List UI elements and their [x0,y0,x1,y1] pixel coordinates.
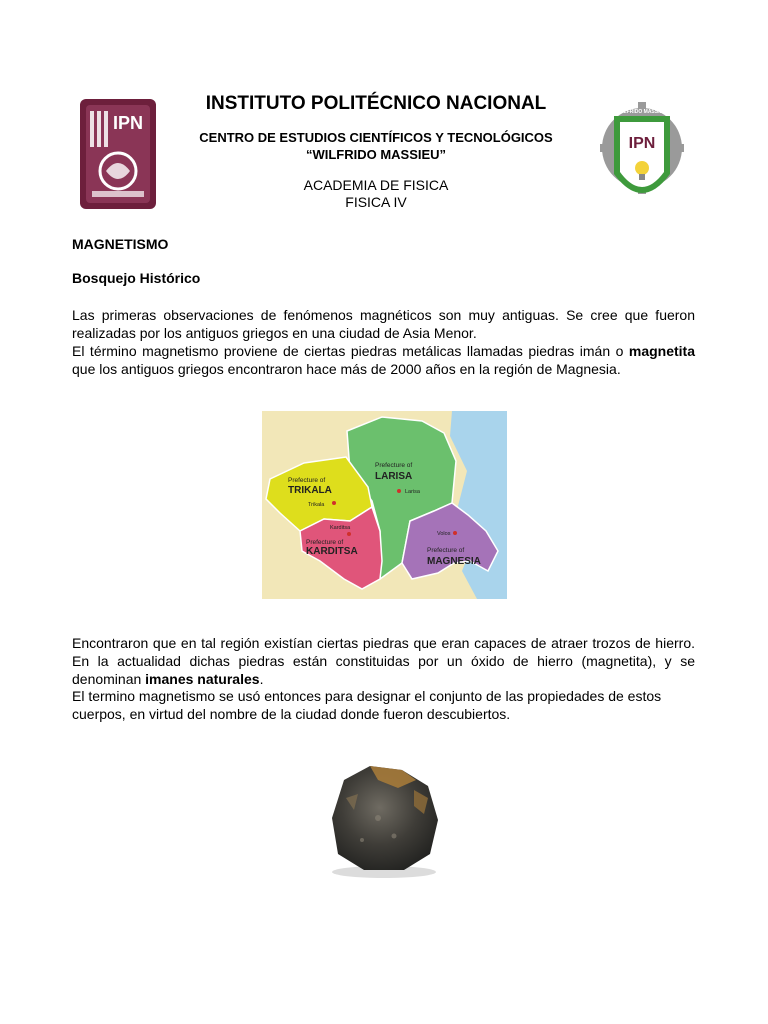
cecyt-logo [600,96,684,214]
ipn-logo-text: IPN [112,113,144,133]
center-name: CENTRO DE ESTUDIOS CIENTÍFICOS Y TECNOLÓGICOS [199,130,553,145]
paragraph-3-bold: imanes naturales [145,671,260,687]
paragraph-2-bold: magnetita [628,343,695,359]
section-heading: Bosquejo Histórico [72,270,201,286]
paragraph-4: El termino magnetismo se usó entonces para designar el conjunto de las propiedades de estos cuerpos, en virtud del nombre de la ciudad donde fueron descubiertos. [72,688,662,722]
map-city-dot-karditsa [347,532,351,536]
paragraph-3-text-b: . [259,671,264,687]
paragraph-2-text-a: El término magnetismo proviene de ciertas piedras metálicas llamadas piedras imán o [72,343,629,359]
map-label-larisa-prefix: Prefecture of [375,462,413,469]
map-label-magnesia: MAGNESIA [427,556,481,567]
center-subname: “WILFRIDO MASSIEU” [305,147,447,162]
map-city-dot-larisa [397,489,401,493]
map-city-larisa: Larisa [405,489,420,495]
paragraph-2 [72,342,695,378]
academy-name: ACADEMIA DE FISICA [303,177,449,193]
document-header [160,92,592,211]
thessaly-map [262,411,507,599]
map-city-dot-trikala [332,501,336,505]
map-label-trikala: TRIKALA [288,485,332,496]
paragraph-1: Las primeras observaciones de fenómenos magnéticos son muy antiguas. Se cree que fueron realizadas por los antiguos griegos en una ciudad de Asia Menor. [72,307,695,341]
paragraph-3-text-a: Encontraron que en tal región existían ciertas piedras que eran capaces de atraer trozos de hierro. En la actualidad dichas piedras están constituidas por un óxido de hierro (magnetita), y se denominan [72,635,695,687]
magnetite-rock-image [318,758,448,880]
ipn-logo [78,95,158,213]
topic-heading: MAGNETISMO [72,236,169,252]
map-label-magnesia-prefix: Prefecture of [427,547,465,554]
map-label-trikala-prefix: Prefecture of [288,477,326,484]
cecyt-logo-text: IPN [628,135,656,152]
map-label-larisa: LARISA [375,471,413,482]
map-city-trikala: Trikala [308,502,325,508]
map-label-karditsa: KARDITSA [306,546,358,557]
cecyt-ring-text: WILFRIDO MASSIEU [617,109,667,115]
paragraph-2-text-b: que los antiguos griegos encontraron hace más de 2000 años en la región de Magnesia. [72,361,621,377]
map-city-volos: Volos [437,531,451,537]
map-city-karditsa: Karditsa [330,525,351,531]
map-city-dot-volos [453,531,457,535]
paragraph-3 [72,634,695,688]
subject-name: FISICA IV [345,194,407,210]
institution-title: INSTITUTO POLITÉCNICO NACIONAL [205,93,547,114]
map-label-karditsa-prefix: Prefecture of [306,539,344,546]
